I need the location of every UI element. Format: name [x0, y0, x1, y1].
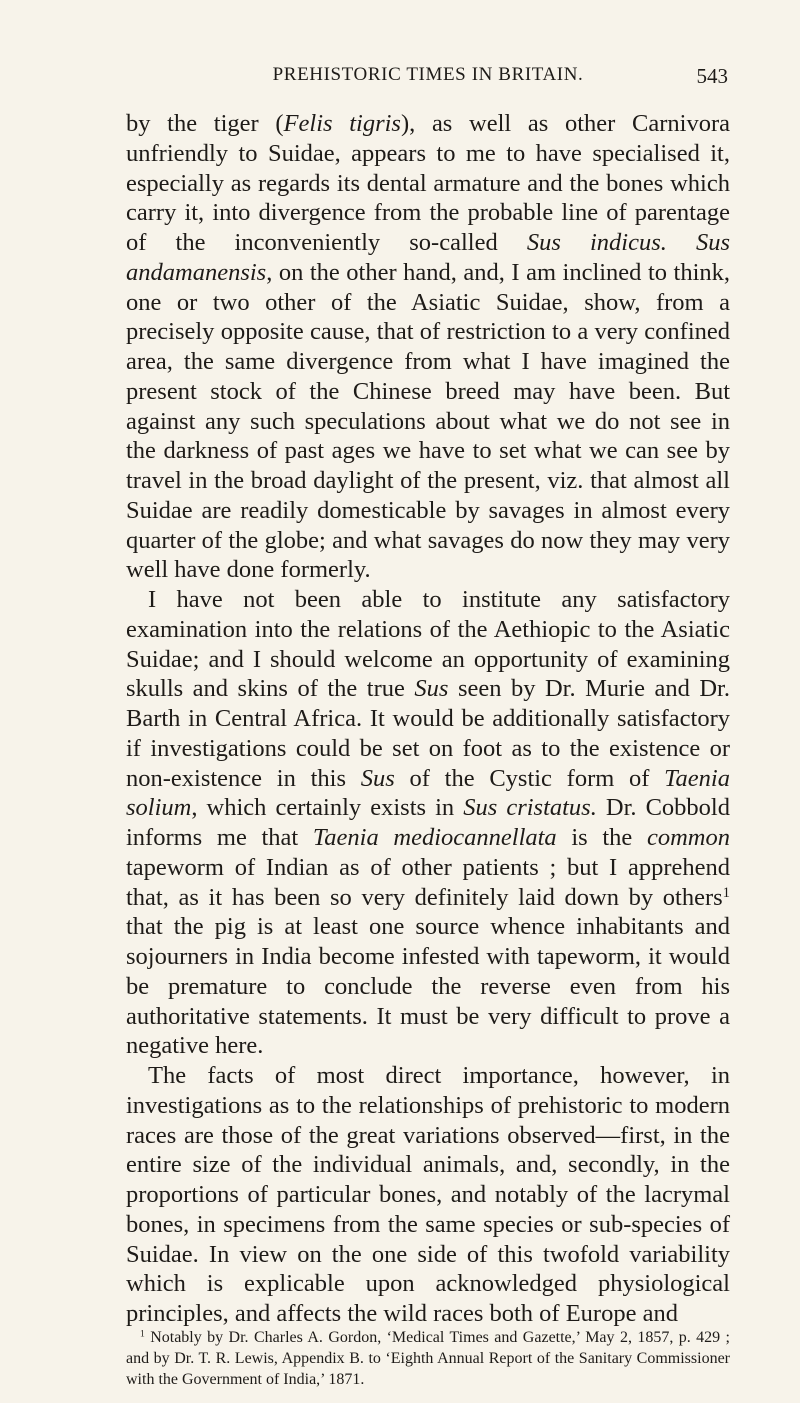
- italic-run: Taenia mediocannellata: [312, 824, 557, 851]
- footnote: [126, 1327, 730, 1390]
- italic-run: Sus cristatus.: [463, 794, 597, 822]
- paragraph-2: [126, 585, 730, 1061]
- page-header: [128, 64, 728, 94]
- text-run: is the: [556, 824, 647, 851]
- body-text: [126, 109, 730, 1329]
- italic-run: common: [646, 824, 730, 851]
- footnote-body: Notably by Dr. Charles A. Gordon, ‘Medical Times and Gazette,’ May 2, 1857, p. 429 ; and by Dr. T. R. Lewis, Appendix B. to ‘Eighth Annual Report of the Sanitary Commissioner with the Government of India,’ 1871.: [126, 1329, 730, 1388]
- text-run: I have not been able to institute any satisfactory examination into the relations of the Aethiopic to the Asiatic Suidae; and I should welcome an opportunity of examining skulls and skins of the true: [126, 586, 730, 703]
- text-run: of the Cystic form of: [394, 764, 665, 792]
- page-number: 543: [696, 64, 728, 88]
- italic-run: Taenia solium: [126, 764, 730, 822]
- text-run: , on the other hand, and, I am inclined to think, one or two other of the Asiatic Suidae, show, from a precisely opposite cause, that of restriction to a very confined area, the same divergence from what I have imagined the present stock of the Chinese breed may have been. But against any such speculations about what we do not see in the darkness of past ages we have to set what we can see by travel in the broad daylight of the present, viz. that almost all Suidae are readily domesticable by savages in almost every quarter of the globe; and what savages do now they may very well have done formerly.: [126, 258, 730, 584]
- text-run: Dr. Cobbold informs me that: [126, 794, 730, 851]
- italic-run: Sus: [360, 764, 395, 792]
- text-run: tapeworm of Indian as of other patients ; but I apprehend that, as it has been so very definitely laid down by others: [126, 853, 730, 911]
- text-run: , which certainly exists in: [191, 794, 464, 822]
- text-run: ), as well as other Carnivora unfriendly to Suidae, appears to me to have specialised it, especially as regards its dental armature and the bones which carry it, into divergence from the probable line of parentage of the inconveniently so-called: [126, 110, 730, 256]
- footnote-reference[interactable]: 1: [722, 884, 730, 901]
- text-run: seen by Dr. Murie and Dr. Barth in Central Africa. It would be additionally satisfactory if investigations could be set on foot as to the existence or non-existence in this: [126, 675, 730, 792]
- text-run: that the pig is at least one source whence inhabitants and sojourners in India become infested with tapeworm, it would be premature to conclude the reverse even from his authoritative statements. It must be very difficult to prove a negative here.: [126, 913, 730, 1060]
- paragraph-1: [126, 109, 730, 585]
- paragraph-3: The facts of most direct importance, however, in investigations as to the relationships of prehistoric to modern races are those of the great variations observed—first, in the entire size of the individual animals, and, secondly, in the proportions of particular bones, and notably of the lacrymal bones, in specimens from the same species or sub-species of Suidae. In view on the one side of this twofold variability which is explicable upon acknowledged physiological principles, and affects the wild races both of Europe and: [126, 1062, 730, 1327]
- italic-run: Sus indicus. Sus andamanensis: [126, 229, 730, 286]
- text-run: by the tiger (: [126, 110, 284, 137]
- footnote-marker: 1: [140, 1328, 145, 1340]
- footnote-text: [126, 1327, 730, 1390]
- italic-run: Sus: [414, 675, 449, 703]
- italic-run: Felis tigris: [283, 110, 401, 137]
- running-head: PREHISTORIC TIMES IN BRITAIN.: [272, 64, 584, 85]
